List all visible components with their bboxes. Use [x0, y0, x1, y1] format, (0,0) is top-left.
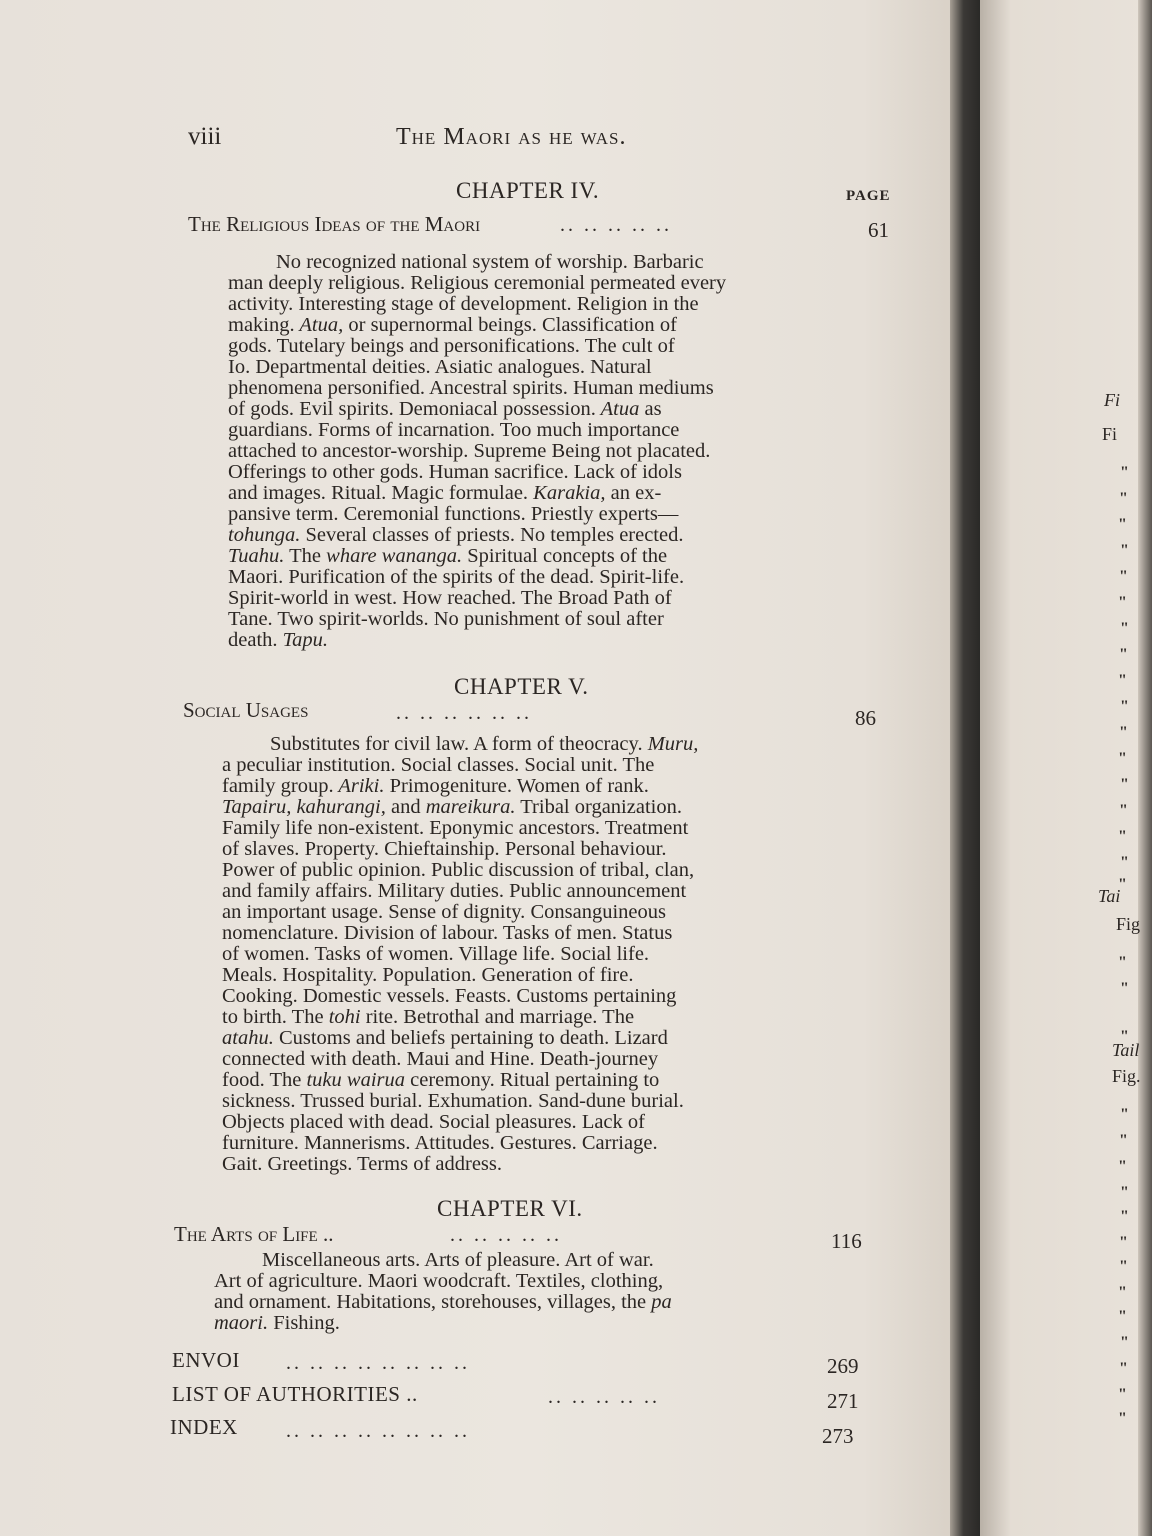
- ditto-mark: ": [1120, 980, 1129, 997]
- toc-entry-envoi: ENVOI: [172, 1348, 240, 1372]
- summary-line: nomenclature. Division of labour. Tasks of men. Status: [222, 922, 673, 944]
- ditto-mark: ": [1120, 464, 1129, 481]
- facing-page-fragment: Fi: [1102, 424, 1118, 444]
- summary-line: attached to ancestor-worship. Supreme Being not placated.: [228, 440, 711, 462]
- page-number: 86: [855, 706, 876, 730]
- ditto-mark: ": [1120, 1208, 1129, 1225]
- right-page: [980, 0, 1152, 1536]
- summary-line: sickness. Trussed burial. Exhumation. Sand-dune burial.: [222, 1090, 684, 1112]
- facing-page-edge: [1138, 0, 1152, 1536]
- page-number: 271: [827, 1389, 859, 1413]
- page-folio: viii: [188, 123, 222, 150]
- ditto-mark: ": [1118, 1308, 1127, 1325]
- toc-entry-authorities: LIST OF AUTHORITIES ..: [172, 1382, 418, 1406]
- ditto-mark: ": [1119, 646, 1128, 663]
- chapter-summary: [214, 1250, 822, 1334]
- summary-line: Objects placed with dead. Social pleasures. Lack of: [222, 1111, 645, 1133]
- facing-page-fragment: Fig: [1116, 914, 1141, 934]
- ditto-mark: ": [1118, 1158, 1127, 1175]
- page-number: 269: [827, 1354, 859, 1378]
- ditto-mark: ": [1118, 516, 1127, 533]
- summary-line: man deeply religious. Religious ceremonial permeated every: [228, 272, 727, 294]
- chapter-heading: CHAPTER VI.: [437, 1196, 583, 1221]
- ditto-mark: ": [1120, 1184, 1129, 1201]
- ditto-mark: ": [1118, 828, 1127, 845]
- ditto-mark: ": [1119, 568, 1128, 585]
- ditto-mark: ": [1120, 1106, 1129, 1123]
- summary-line: Io. Departmental deities. Asiatic analogues. Natural: [228, 356, 652, 378]
- page-number: 116: [831, 1229, 862, 1253]
- leader-dots: .. .. .. .. .. .. .. ..: [286, 1420, 470, 1442]
- ditto-mark: ": [1118, 594, 1127, 611]
- ditto-mark: ": [1120, 776, 1129, 793]
- summary-line: Meals. Hospitality. Population. Generation of fire.: [222, 964, 634, 986]
- summary-line: furniture. Mannerisms. Attitudes. Gestures. Carriage.: [222, 1132, 658, 1154]
- ditto-mark: ": [1119, 1234, 1128, 1251]
- ditto-mark: ": [1119, 724, 1128, 741]
- ditto-mark: ": [1118, 876, 1127, 893]
- summary-line: Tuahu. The whare wananga. Spiritual concepts of the: [228, 545, 668, 567]
- summary-line: maori. Fishing.: [214, 1312, 340, 1334]
- summary-line: Miscellaneous arts. Arts of pleasure. Art of war.: [262, 1249, 654, 1271]
- summary-line: and family affairs. Military duties. Public announcement: [222, 880, 687, 902]
- chapter-summary: [222, 734, 830, 1175]
- summary-line: Art of agriculture. Maori woodcraft. Textiles, clothing,: [214, 1270, 664, 1292]
- ditto-mark: ": [1120, 542, 1129, 559]
- ditto-mark: ": [1118, 672, 1127, 689]
- summary-line: Substitutes for civil law. A form of theocracy. Muru,: [270, 733, 699, 755]
- summary-line: of gods. Evil spirits. Demoniacal possession. Atua as: [228, 398, 662, 420]
- summary-line: death. Tapu.: [228, 629, 329, 651]
- summary-line: activity. Interesting stage of development. Religion in the: [228, 293, 699, 315]
- summary-line: Maori. Purification of the spirits of the dead. Spirit-life.: [228, 566, 685, 588]
- ditto-mark: ": [1120, 1334, 1129, 1351]
- summary-line: Tapairu, kahurangi, and mareikura. Tribal organization.: [222, 796, 682, 818]
- summary-line: and ornament. Habitations, storehouses, villages, the pa: [214, 1291, 672, 1313]
- ditto-mark: ": [1119, 490, 1128, 507]
- running-title: The Maori as he was.: [396, 124, 627, 150]
- toc-entry-title: The Religious Ideas of the Maori: [188, 212, 481, 236]
- summary-line: Offerings to other gods. Human sacrifice. Lack of idols: [228, 461, 682, 483]
- ditto-mark: ": [1118, 1410, 1127, 1427]
- ditto-mark: ": [1118, 1284, 1127, 1301]
- ditto-mark: ": [1119, 802, 1128, 819]
- book-gutter: [950, 0, 980, 1536]
- ditto-mark: ": [1118, 1386, 1127, 1403]
- summary-line: to birth. The tohi rite. Betrothal and marriage. The: [222, 1006, 635, 1028]
- page-number: 273: [822, 1424, 854, 1448]
- summary-line: Gait. Greetings. Terms of address.: [222, 1153, 503, 1175]
- summary-line: Spirit-world in west. How reached. The Broad Path of: [228, 587, 672, 609]
- summary-line: making. Atua, or supernormal beings. Classification of: [228, 314, 677, 336]
- page-column-label: PAGE: [846, 188, 891, 204]
- summary-line: an important usage. Sense of dignity. Consanguineous: [222, 901, 666, 923]
- summary-line: atahu. Customs and beliefs pertaining to death. Lizard: [222, 1027, 668, 1049]
- leader-dots: .. .. .. .. ..: [560, 214, 672, 236]
- ditto-mark: ": [1119, 1132, 1128, 1149]
- summary-line: of women. Tasks of women. Village life. Social life.: [222, 943, 650, 965]
- summary-line: phenomena personified. Ancestral spirits. Human mediums: [228, 377, 714, 399]
- summary-line: Cooking. Domestic vessels. Feasts. Customs pertaining: [222, 985, 677, 1007]
- summary-line: food. The tuku wairua ceremony. Ritual pertaining to: [222, 1069, 660, 1091]
- chapter-summary: [228, 252, 848, 651]
- facing-page-fragment: Fig.: [1112, 1066, 1141, 1086]
- ditto-mark: ": [1119, 1360, 1128, 1377]
- toc-entry-index: INDEX: [170, 1415, 238, 1439]
- summary-line: of slaves. Property. Chieftainship. Personal behaviour.: [222, 838, 667, 860]
- leader-dots: .. .. .. .. .. .. .. ..: [286, 1352, 470, 1374]
- page-number: 61: [868, 218, 889, 242]
- leader-dots: .. .. .. .. ..: [450, 1224, 562, 1246]
- ditto-mark: ": [1120, 698, 1129, 715]
- ditto-mark: ": [1120, 854, 1129, 871]
- summary-line: pansive term. Ceremonial functions. Priestly experts—: [228, 503, 679, 525]
- summary-line: and images. Ritual. Magic formulae. Karakia, an ex-: [228, 482, 662, 504]
- chapter-heading: CHAPTER V.: [454, 674, 589, 699]
- facing-page-fragment: Fi: [1104, 390, 1120, 410]
- summary-line: guardians. Forms of incarnation. Too much importance: [228, 419, 680, 441]
- leader-dots: .. .. .. .. ..: [548, 1386, 660, 1408]
- ditto-mark: ": [1120, 1028, 1129, 1045]
- summary-line: Power of public opinion. Public discussion of tribal, clan,: [222, 859, 695, 881]
- summary-line: connected with death. Maui and Hine. Death-journey: [222, 1048, 659, 1070]
- chapter-heading: CHAPTER IV.: [456, 178, 600, 203]
- facing-page-fragment: Tail: [1112, 1040, 1140, 1060]
- toc-entry-title: The Arts of Life ..: [174, 1222, 334, 1246]
- summary-line: Tane. Two spirit-worlds. No punishment of soul after: [228, 608, 664, 630]
- summary-line: family group. Ariki. Primogeniture. Women of rank.: [222, 775, 649, 797]
- leader-dots: .. .. .. .. .. ..: [396, 702, 532, 724]
- summary-line: a peculiar institution. Social classes. Social unit. The: [222, 754, 655, 776]
- summary-line: Family life non-existent. Eponymic ancestors. Treatment: [222, 817, 689, 839]
- summary-line: tohunga. Several classes of priests. No temples erected.: [228, 524, 684, 546]
- summary-line: No recognized national system of worship. Barbaric: [276, 251, 704, 273]
- ditto-mark: ": [1118, 750, 1127, 767]
- facing-page-fragment: Tai: [1098, 886, 1121, 906]
- ditto-mark: ": [1119, 1258, 1128, 1275]
- ditto-mark: ": [1118, 954, 1127, 971]
- toc-entry-title: Social Usages: [183, 698, 309, 722]
- ditto-mark: ": [1120, 620, 1129, 637]
- summary-line: gods. Tutelary beings and personifications. The cult of: [228, 335, 675, 357]
